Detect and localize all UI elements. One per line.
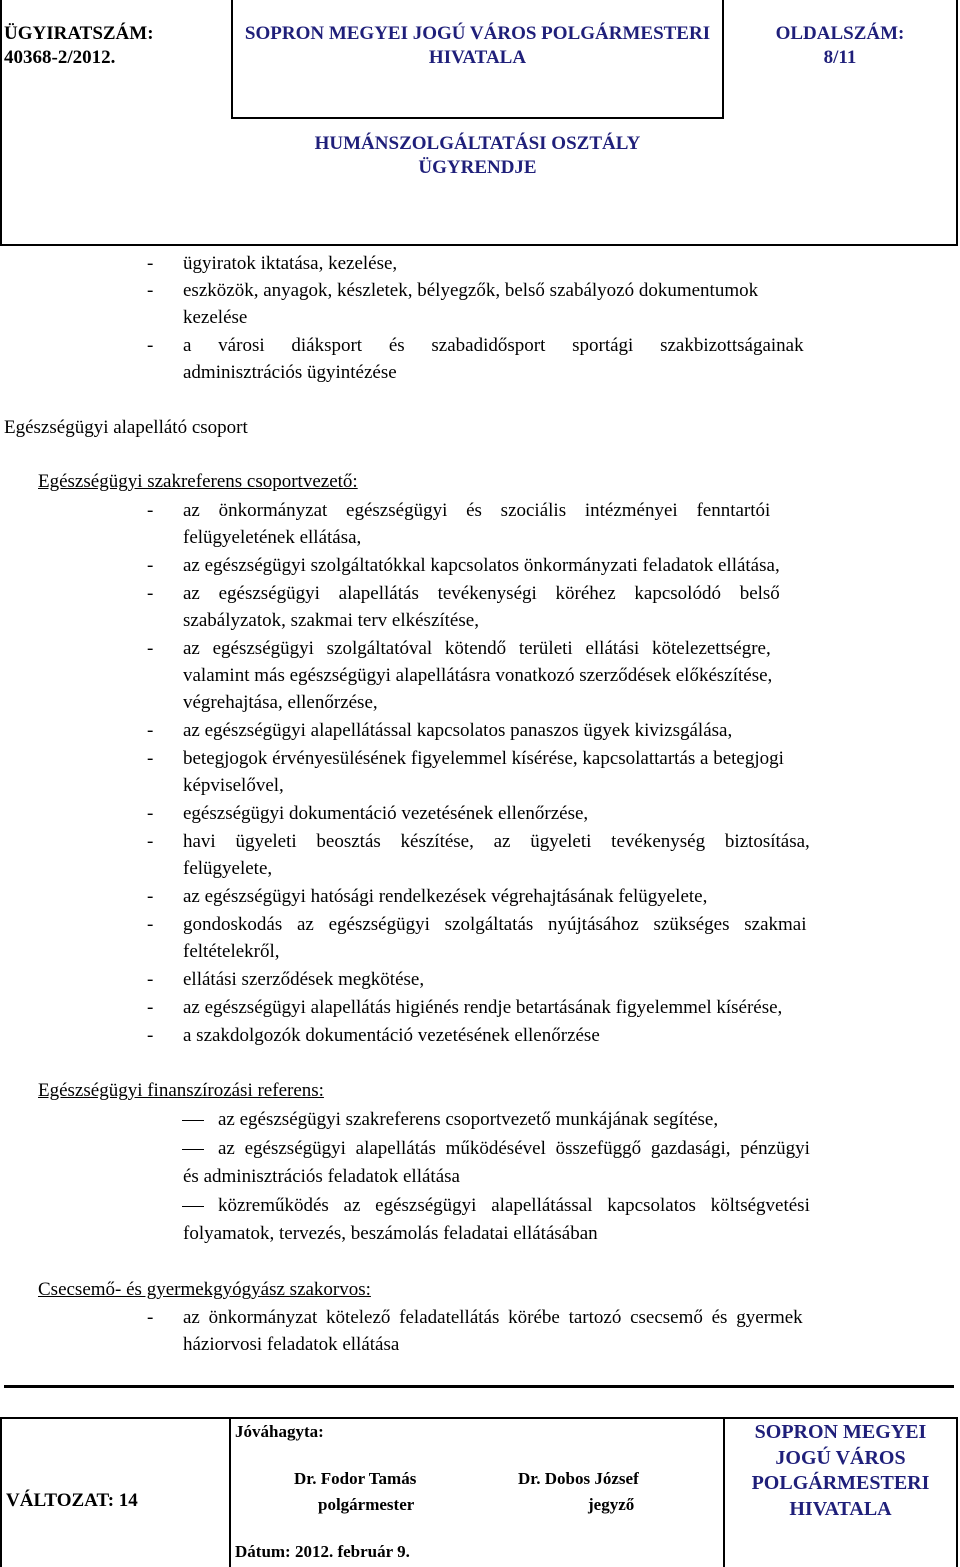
role-heading: Csecsemő- és gyermekgyógyász szakorvos: — [38, 1279, 371, 1300]
list-item: ellátási szerződések megkötése, — [183, 969, 425, 990]
list-item: az egészségügyi alapellátás működésével összefüggő gazdasági, pénzügyi — [218, 1138, 810, 1159]
document-title — [233, 132, 722, 180]
footer-rule — [4, 1385, 954, 1388]
list-item-continuation: háziorvosi feladatok ellátása — [183, 1334, 400, 1355]
list-item: a szakdolgozók dokumentáció vezetésének ellenőrzése — [183, 1025, 600, 1046]
list-item: az egészségügyi szolgáltatókkal kapcsolatos önkormányzati feladatok ellátása, — [183, 555, 780, 576]
list-item: az egészségügyi szolgáltatóval kötendő területi ellátási kötelezettségre, — [183, 638, 771, 659]
header-border — [231, 117, 724, 119]
office-line: HIVATALA — [428, 47, 527, 68]
document-title-line: ÜGYRENDJE — [418, 157, 537, 178]
footer-border — [956, 1417, 958, 1567]
bullet-dash: - — [147, 253, 154, 274]
list-item: az önkormányzat kötelező feladatellátás körébe tartozó csecsemő és gyermek — [183, 1307, 803, 1328]
approval-date: Dátum: 2012. február 9. — [235, 1542, 410, 1561]
list-item-continuation: képviselővel, — [183, 775, 284, 796]
registration-label: ÜGYIRATSZÁM: — [4, 23, 154, 44]
issuing-office — [233, 22, 722, 70]
role-heading: Egészségügyi finanszírozási referens: — [38, 1080, 324, 1101]
list-item: az egészségügyi alapellátás higiénés rendje betartásának figyelemmel kísérése, — [183, 997, 783, 1018]
bullet-dash: - — [147, 500, 154, 521]
list-item: ügyiratok iktatása, kezelése, — [183, 253, 398, 274]
list-item: az egészségügyi hatósági rendelkezések végrehajtásának felügyelete, — [183, 886, 708, 907]
office-line: SOPRON MEGYEI — [754, 1421, 927, 1443]
bullet-dash: - — [147, 831, 154, 852]
bullet-dash: - — [147, 914, 154, 935]
notary-title: jegyző — [588, 1495, 635, 1514]
list-item-continuation: felügyeletének ellátása, — [183, 527, 362, 548]
bullet-dash: - — [147, 997, 154, 1018]
header-border — [0, 0, 2, 246]
header-border — [956, 0, 958, 246]
list-item: eszközök, anyagok, készletek, bélyegzők, belső szabályozó dokumentumok — [183, 280, 759, 301]
footer-border — [229, 1417, 231, 1567]
list-item: egészségügyi dokumentáció vezetésének ellenőrzése, — [183, 803, 589, 824]
mayor-title: polgármester — [318, 1495, 415, 1514]
version-number: VÁLTOZAT: 14 — [6, 1490, 138, 1511]
bullet-dash: - — [147, 638, 154, 659]
bullet-dash: - — [147, 748, 154, 769]
list-item: gondoskodás az egészségügyi szolgáltatás nyújtásához szükséges szakmai — [183, 914, 807, 935]
list-item-continuation: feltételekről, — [183, 941, 280, 962]
list-item: a városi diáksport és szabadidősport sportági szakbizottságainak — [183, 335, 804, 356]
office-line: SOPRON MEGYEI JOGÚ VÁROS POLGÁRMESTERI — [244, 23, 711, 44]
bullet-dash — [182, 1206, 204, 1207]
footer-office — [725, 1420, 956, 1522]
section-title: Egészségügyi alapellátó csoport — [4, 417, 248, 438]
header-border — [0, 244, 958, 246]
list-item: az önkormányzat egészségügyi és szociális intézményei fenntartói — [183, 500, 771, 521]
registration-value: 40368-2/2012. — [4, 47, 116, 68]
list-item: az egészségügyi alapellátással kapcsolatos panaszos ügyek kivizsgálása, — [183, 720, 733, 741]
bullet-dash: - — [147, 555, 154, 576]
registration-number — [4, 22, 229, 70]
list-item: betegjogok érvényesülésének figyelemmel kísérése, kapcsolattartás a betegjogi — [183, 748, 784, 769]
bullet-dash: - — [147, 280, 154, 301]
list-item-continuation: folyamatok, tervezés, beszámolás feladatai ellátásában — [183, 1223, 598, 1244]
page-number — [724, 22, 956, 70]
notary-name: Dr. Dobos József — [518, 1469, 639, 1488]
list-item-continuation: kezelése — [183, 307, 248, 328]
approved-label: Jóváhagyta: — [235, 1422, 324, 1441]
bullet-dash — [182, 1120, 204, 1121]
list-item-continuation: és adminisztrációs feladatok ellátása — [183, 1166, 460, 1187]
list-item-continuation: szabályzatok, szakmai terv elkészítése, — [183, 610, 479, 631]
bullet-dash: - — [147, 803, 154, 824]
list-item: közreműködés az egészségügyi alapellátással kapcsolatos költségvetési — [218, 1195, 810, 1216]
list-item: az egészségügyi szakreferens csoportvezető munkájának segítése, — [218, 1109, 719, 1130]
bullet-dash: - — [147, 1307, 154, 1328]
footer-border — [0, 1417, 958, 1419]
office-line: HIVATALA — [789, 1497, 892, 1520]
bullet-dash: - — [147, 969, 154, 990]
bullet-dash — [182, 1149, 204, 1150]
list-item-continuation: adminisztrációs ügyintézése — [183, 362, 397, 383]
footer-border — [0, 1417, 2, 1567]
mayor-name: Dr. Fodor Tamás — [294, 1469, 417, 1488]
role-heading: Egészségügyi szakreferens csoportvezető: — [38, 471, 358, 492]
list-item: havi ügyeleti beosztás készítése, az ügyeleti tevékenység biztosítása, — [183, 831, 810, 852]
document-title-line: HUMÁNSZOLGÁLTATÁSI OSZTÁLY — [314, 133, 641, 154]
office-line: JOGÚ VÁROS — [775, 1446, 906, 1469]
list-item-continuation: valamint más egészségügyi alapellátásra vonatkozó szerződések előkészítése, — [183, 665, 773, 686]
bullet-dash: - — [147, 886, 154, 907]
office-line: POLGÁRMESTERI — [751, 1472, 930, 1494]
document-header — [0, 0, 958, 246]
list-item-continuation: végrehajtása, ellenőrzése, — [183, 692, 378, 713]
bullet-dash: - — [147, 335, 154, 356]
bullet-dash: - — [147, 1025, 154, 1046]
bullet-dash: - — [147, 720, 154, 741]
page-label: OLDALSZÁM: — [775, 23, 905, 44]
bullet-dash: - — [147, 583, 154, 604]
list-item-continuation: felügyelete, — [183, 858, 273, 879]
list-item: az egészségügyi alapellátás tevékenységi köréhez kapcsolódó belső — [183, 583, 780, 604]
page-value: 8/11 — [823, 47, 857, 68]
